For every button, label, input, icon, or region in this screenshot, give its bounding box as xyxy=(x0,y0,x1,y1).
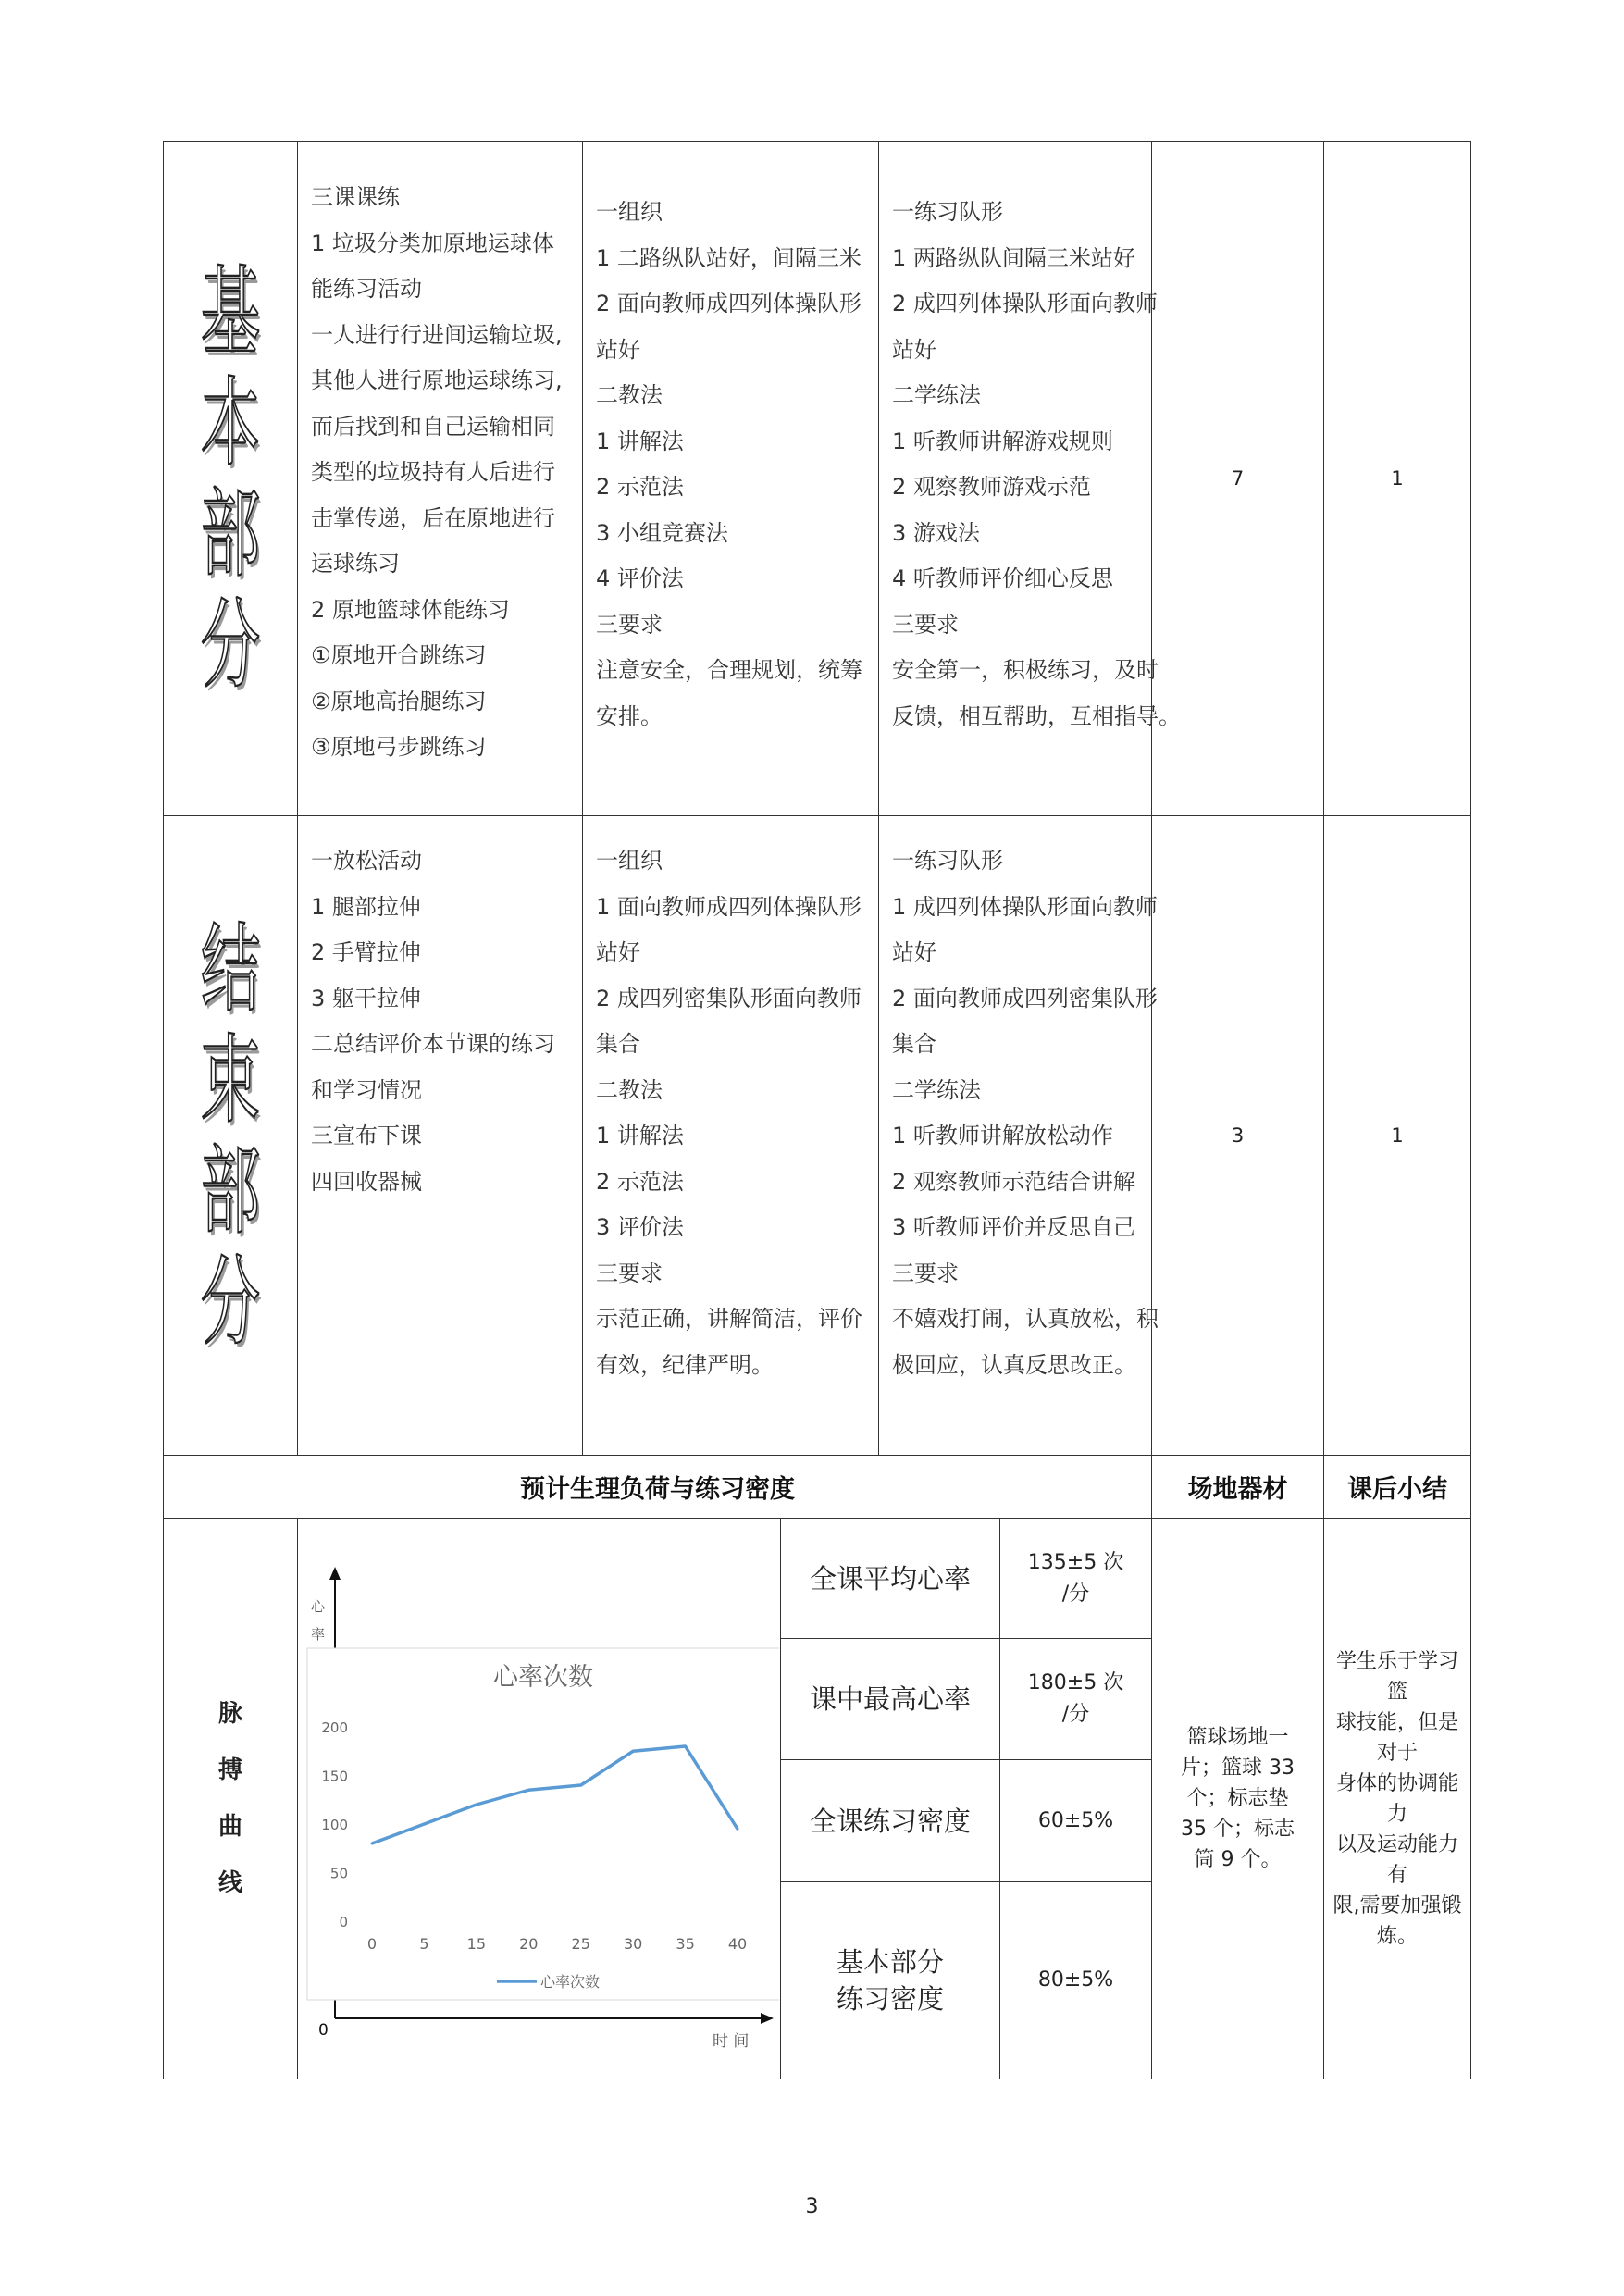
teacher-line: 3 评价法 xyxy=(596,1214,684,1240)
basic-teacher-text xyxy=(583,142,878,749)
legend-label: 心率次数 xyxy=(540,1973,601,1991)
student-line: 安全第一，积极练习，及时 xyxy=(892,657,1159,683)
student-line: 极回应，认真反思改正。 xyxy=(892,1351,1136,1378)
student-line: 不嬉戏打闹，认真放松，积 xyxy=(892,1306,1159,1332)
teacher-line: 一组织 xyxy=(596,199,663,225)
teacher-line: 站好 xyxy=(596,939,640,965)
teacher-line: 1 讲解法 xyxy=(596,1123,684,1148)
metric-max-unit: /分 xyxy=(1061,1703,1090,1726)
basic-student-text xyxy=(879,142,1181,749)
pulse-label-char: 曲 xyxy=(217,1813,242,1841)
teacher-line: 注意安全，合理规划，统筹 xyxy=(596,657,862,683)
metric-value-basic-density xyxy=(1000,1882,1152,2079)
metric-basic-density-label-1: 基本部分 xyxy=(836,1946,944,1978)
origin-label: 0 xyxy=(318,2021,329,2040)
teacher-line: 二教法 xyxy=(596,382,663,408)
basic-section-title xyxy=(164,142,297,815)
section-title-char: 基 xyxy=(200,255,261,368)
basic-student-cell xyxy=(879,142,1181,816)
student-line: 1 听教师讲解放松动作 xyxy=(892,1123,1113,1148)
summary-line: 身体的协调能力 xyxy=(1335,1771,1458,1826)
x-tick-label: 25 xyxy=(571,1935,590,1953)
content-line: 三课课练 xyxy=(311,184,400,210)
summary-line: 学生乐于学习篮 xyxy=(1335,1649,1458,1704)
equipment-line: 35 个；标志 xyxy=(1181,1818,1295,1841)
page-number: 3 xyxy=(805,2195,819,2218)
content-line: ②原地高抬腿练习 xyxy=(311,688,487,714)
pulse-label-char: 线 xyxy=(217,1869,242,1897)
lesson-plan-table xyxy=(163,141,1471,2079)
metric-basic-density-label-2: 练习密度 xyxy=(836,1983,944,2015)
end-teacher-cell xyxy=(583,816,879,1456)
x-tick-label: 20 xyxy=(519,1935,539,1953)
student-line: 三要求 xyxy=(892,1260,959,1286)
basic-section-label-cell xyxy=(164,142,298,816)
metric-avg-value: 135±5 次 xyxy=(1027,1550,1124,1574)
metric-value-density xyxy=(1000,1760,1152,1882)
teacher-line: 一组织 xyxy=(596,848,663,874)
equipment-line: 片；篮球 33 xyxy=(1181,1756,1295,1780)
basic-count: 1 xyxy=(1391,467,1404,490)
series-point xyxy=(423,1823,426,1826)
content-line: 能练习活动 xyxy=(311,276,422,302)
content-line: 运球练习 xyxy=(311,551,400,577)
end-student-cell xyxy=(879,816,1159,1456)
section-title-char: 分 xyxy=(200,589,261,701)
end-section-row xyxy=(164,816,1471,1456)
x-tick-label: 5 xyxy=(419,1935,429,1953)
section-title-char: 本 xyxy=(200,366,261,479)
basic-count-cell xyxy=(1324,142,1471,816)
student-line: 2 观察教师示范结合讲解 xyxy=(892,1168,1135,1195)
content-line: 1 垃圾分类加原地运球体 xyxy=(311,230,554,256)
end-time: 3 xyxy=(1231,1124,1245,1147)
y-tick-label: 200 xyxy=(321,1719,348,1736)
metric-max-label: 课中最高心率 xyxy=(809,1683,971,1715)
x-tick-label: 35 xyxy=(676,1935,695,1953)
heart-rate-chart xyxy=(298,1519,779,2055)
end-time-cell xyxy=(1152,816,1324,1456)
teacher-line: 三要求 xyxy=(596,611,663,638)
student-line: 集合 xyxy=(892,1031,936,1057)
student-line: 三要求 xyxy=(892,611,959,638)
equipment-text xyxy=(1152,1519,1324,2079)
student-line: 反馈，相互帮助，互相指导。 xyxy=(892,702,1181,729)
student-line: 4 听教师评价细心反思 xyxy=(892,565,1113,591)
student-line: 一练习队形 xyxy=(892,199,1003,225)
student-line: 2 面向教师成四列密集队形 xyxy=(892,985,1158,1011)
summary-line: 以及运动能力有 xyxy=(1335,1832,1458,1887)
pulse-label-char: 脉 xyxy=(217,1700,242,1728)
content-line: 击掌传递，后在原地进行 xyxy=(311,504,555,531)
basic-time: 7 xyxy=(1231,467,1245,490)
teacher-line: 有效，纪律严明。 xyxy=(596,1351,774,1378)
chart-area-frame xyxy=(307,1648,779,2000)
section-title-char: 部 xyxy=(200,1135,261,1247)
end-section-label-cell xyxy=(164,816,298,1456)
metric-value-avg xyxy=(1000,1519,1152,1639)
basic-content-cell xyxy=(298,142,583,816)
y-tick-label: 50 xyxy=(329,1865,348,1882)
teacher-line: 1 面向教师成四列体操队形 xyxy=(596,893,862,920)
student-line: 3 游戏法 xyxy=(892,519,980,546)
content-line: 和学习情况 xyxy=(311,1076,422,1103)
student-line: 二学练法 xyxy=(892,1076,981,1103)
summary-line: 限,需要加强锻炼。 xyxy=(1333,1893,1462,1948)
y-tick-label: 0 xyxy=(339,1914,348,1930)
teacher-line: 二教法 xyxy=(596,1076,663,1103)
load-header: 预计生理负荷与练习密度 xyxy=(164,1456,1152,1519)
student-line: 3 听教师评价并反思自己 xyxy=(892,1214,1135,1240)
series-point xyxy=(527,1789,530,1792)
content-line: ①原地开合跳练习 xyxy=(311,642,487,668)
teacher-line: 站好 xyxy=(596,336,640,363)
content-line: 其他人进行原地运球练习, xyxy=(311,367,563,393)
end-section-title xyxy=(164,816,297,1455)
metric-density-value: 60±5% xyxy=(1037,1808,1114,1832)
metric-label-avg xyxy=(781,1519,1000,1639)
metric-max-value: 180±5 次 xyxy=(1027,1671,1124,1694)
metric-avg-unit: /分 xyxy=(1061,1582,1090,1606)
section-title-char: 束 xyxy=(200,1024,261,1136)
teacher-line: 安排。 xyxy=(596,702,663,729)
teacher-line: 2 示范法 xyxy=(596,1168,684,1195)
outer-ylabel-char: 心 xyxy=(311,1598,326,1615)
series-point xyxy=(371,1843,374,1845)
metric-basic-density-value: 80±5% xyxy=(1037,1968,1114,1992)
section-title-char: 结 xyxy=(200,912,261,1025)
content-line: 一人进行行进间运输垃圾, xyxy=(311,321,563,348)
end-student-text xyxy=(879,816,1159,1397)
x-tick-label: 15 xyxy=(466,1935,487,1953)
load-row-1 xyxy=(164,1519,1471,1639)
content-line: 2 手臂拉伸 xyxy=(311,939,421,965)
x-tick-label: 30 xyxy=(623,1935,643,1953)
teacher-line: 1 二路纵队站好，间隔三米 xyxy=(596,244,862,271)
metric-density-label: 全课练习密度 xyxy=(809,1805,971,1837)
metric-label-max xyxy=(781,1639,1000,1760)
equipment-line: 筒 9 个。 xyxy=(1194,1848,1282,1871)
student-line: 1 听教师讲解游戏规则 xyxy=(892,428,1113,454)
student-line: 二学练法 xyxy=(892,382,981,408)
chart-cell xyxy=(298,1519,781,2079)
series-point xyxy=(737,1828,739,1831)
student-line: 站好 xyxy=(892,939,936,965)
series-point xyxy=(684,1745,687,1748)
series-point xyxy=(579,1784,582,1787)
equipment-header: 场地器材 xyxy=(1152,1456,1324,1519)
student-line: 一练习队形 xyxy=(892,848,1003,874)
student-line: 2 成四列体操队形面向教师 xyxy=(892,291,1158,316)
student-line: 1 成四列体操队形面向教师 xyxy=(892,893,1158,920)
teacher-line: 4 评价法 xyxy=(596,565,684,591)
metric-avg-label: 全课平均心率 xyxy=(809,1562,971,1595)
student-line: 2 观察教师游戏示范 xyxy=(892,474,1091,500)
content-line: 3 躯干拉伸 xyxy=(311,985,421,1011)
pulse-curve-label xyxy=(164,1519,297,2074)
content-line: ③原地弓步跳练习 xyxy=(311,734,487,760)
teacher-line: 2 面向教师成四列体操队形 xyxy=(596,291,862,316)
outer-ylabel-char: 率 xyxy=(311,1626,326,1643)
equipment-line: 篮球场地一 xyxy=(1186,1726,1289,1749)
end-count: 1 xyxy=(1391,1124,1404,1147)
section-title-char: 分 xyxy=(200,1246,261,1359)
x-tick-label: 40 xyxy=(727,1935,748,1953)
content-line: 而后找到和自己运输相同 xyxy=(311,413,555,440)
load-header-row xyxy=(164,1456,1471,1519)
student-line: 1 两路纵队间隔三米站好 xyxy=(892,244,1135,271)
x-axis-arrow xyxy=(761,2013,774,2024)
metric-value-max xyxy=(1000,1639,1152,1760)
teacher-line: 2 成四列密集队形面向教师 xyxy=(596,985,862,1011)
content-line: 三宣布下课 xyxy=(311,1123,422,1148)
content-line: 二总结评价本节课的练习 xyxy=(311,1031,555,1057)
end-content-text xyxy=(298,816,582,1214)
teacher-line: 3 小组竞赛法 xyxy=(596,519,728,546)
chart-title: 心率次数 xyxy=(493,1663,593,1692)
content-line: 四回收器械 xyxy=(311,1168,422,1195)
basic-section-row xyxy=(164,142,1471,816)
end-content-cell xyxy=(298,816,583,1456)
summary-text xyxy=(1324,1519,1471,2079)
section-title-char: 部 xyxy=(200,478,261,590)
equipment-line: 个；标志垫 xyxy=(1186,1787,1289,1810)
teacher-line: 1 讲解法 xyxy=(596,428,684,454)
outer-xlabel: 时 间 xyxy=(713,2032,750,2051)
basic-teacher-cell xyxy=(583,142,879,816)
series-point xyxy=(632,1750,635,1753)
summary-line: 球技能，但是对于 xyxy=(1335,1710,1458,1765)
content-line: 1 腿部拉伸 xyxy=(311,893,421,920)
content-line: 类型的垃圾持有人后进行 xyxy=(311,459,555,485)
content-line: 一放松活动 xyxy=(311,848,422,874)
teacher-line: 集合 xyxy=(596,1031,640,1057)
teacher-line: 2 示范法 xyxy=(596,474,684,500)
teacher-line: 三要求 xyxy=(596,1260,663,1286)
series-point xyxy=(475,1804,477,1806)
pulse-label-char: 搏 xyxy=(217,1756,242,1784)
end-teacher-text xyxy=(583,816,878,1397)
summary-header: 课后小结 xyxy=(1324,1456,1471,1519)
x-tick-label: 0 xyxy=(366,1935,378,1953)
student-line: 站好 xyxy=(892,336,936,363)
teacher-line: 示范正确，讲解简洁，评价 xyxy=(596,1306,862,1332)
end-count-cell xyxy=(1324,816,1471,1456)
basic-content-text xyxy=(298,142,582,780)
content-line: 2 原地篮球体能练习 xyxy=(311,596,510,623)
metric-label-density xyxy=(781,1760,1000,1882)
y-axis-arrow xyxy=(329,1567,341,1580)
metric-label-basic-density xyxy=(781,1882,1000,2079)
y-tick-label: 150 xyxy=(321,1768,348,1785)
pulse-label-cell xyxy=(164,1519,298,2079)
y-tick-label: 100 xyxy=(321,1817,348,1833)
